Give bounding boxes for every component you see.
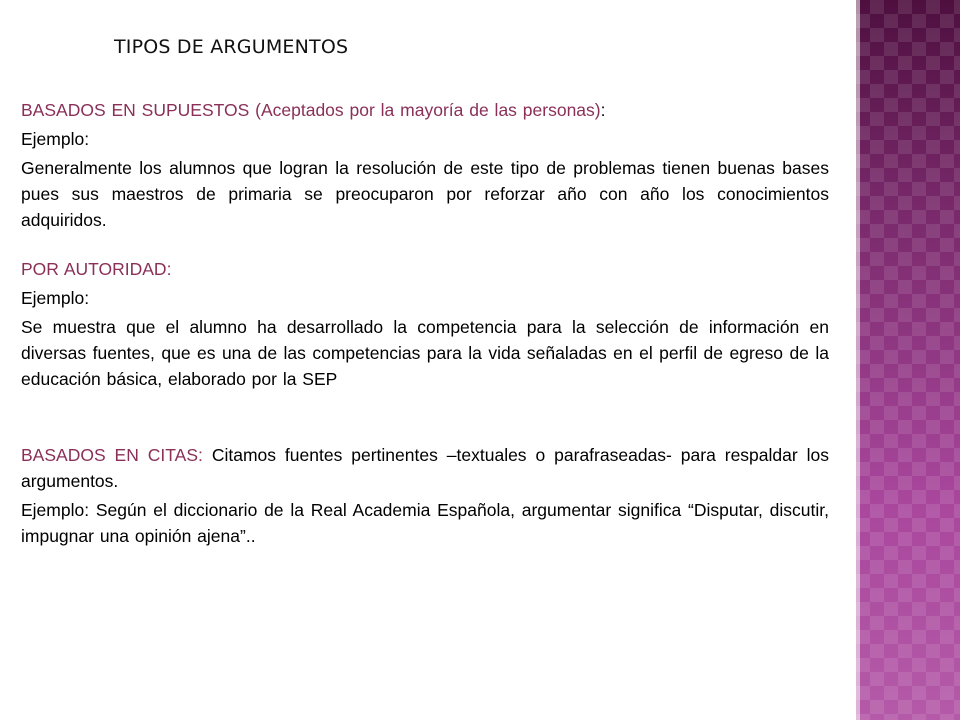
section1-heading-suffix: : — [600, 100, 606, 120]
section1-heading-line — [21, 97, 829, 123]
section3-paragraph — [21, 442, 829, 494]
slide-body — [21, 97, 829, 549]
section3-heading: BASADOS EN CITAS: — [21, 445, 203, 465]
section2-example-label: Ejemplo: — [21, 288, 90, 308]
section2-example-text: Se muestra que el alumno ha desarrollado la competencia para la selección de información en diversas fuentes, que es una de las competencias para la vida señaladas en el perfil de egreso de la educación básica, elaborado por la SEP — [21, 317, 829, 389]
section1-example-text: Generalmente los alumnos que logran la resolución de este tipo de problemas tienen buenas bases pues sus maestros de primaria se preocuparon por reforzar año con año los conocimientos adquiridos. — [21, 158, 829, 230]
slide-title: TIPOS DE ARGUMENTOS — [114, 36, 349, 58]
section2-heading: POR AUTORIDAD: — [21, 259, 172, 279]
decorative-side-band — [856, 0, 960, 720]
section1-heading: BASADOS EN SUPUESTOS (Aceptados por la mayoría de las personas) — [21, 100, 601, 120]
section3-example-text: Ejemplo: Según el diccionario de la Real Academia Española, argumentar significa “Disputar, discutir, impugnar una opinión ajena”.. — [21, 500, 829, 546]
section1-example-label: Ejemplo: — [21, 129, 90, 149]
section3-text: Citamos fuentes pertinentes –textuales o parafraseadas- para respaldar los argumentos. — [21, 445, 830, 491]
